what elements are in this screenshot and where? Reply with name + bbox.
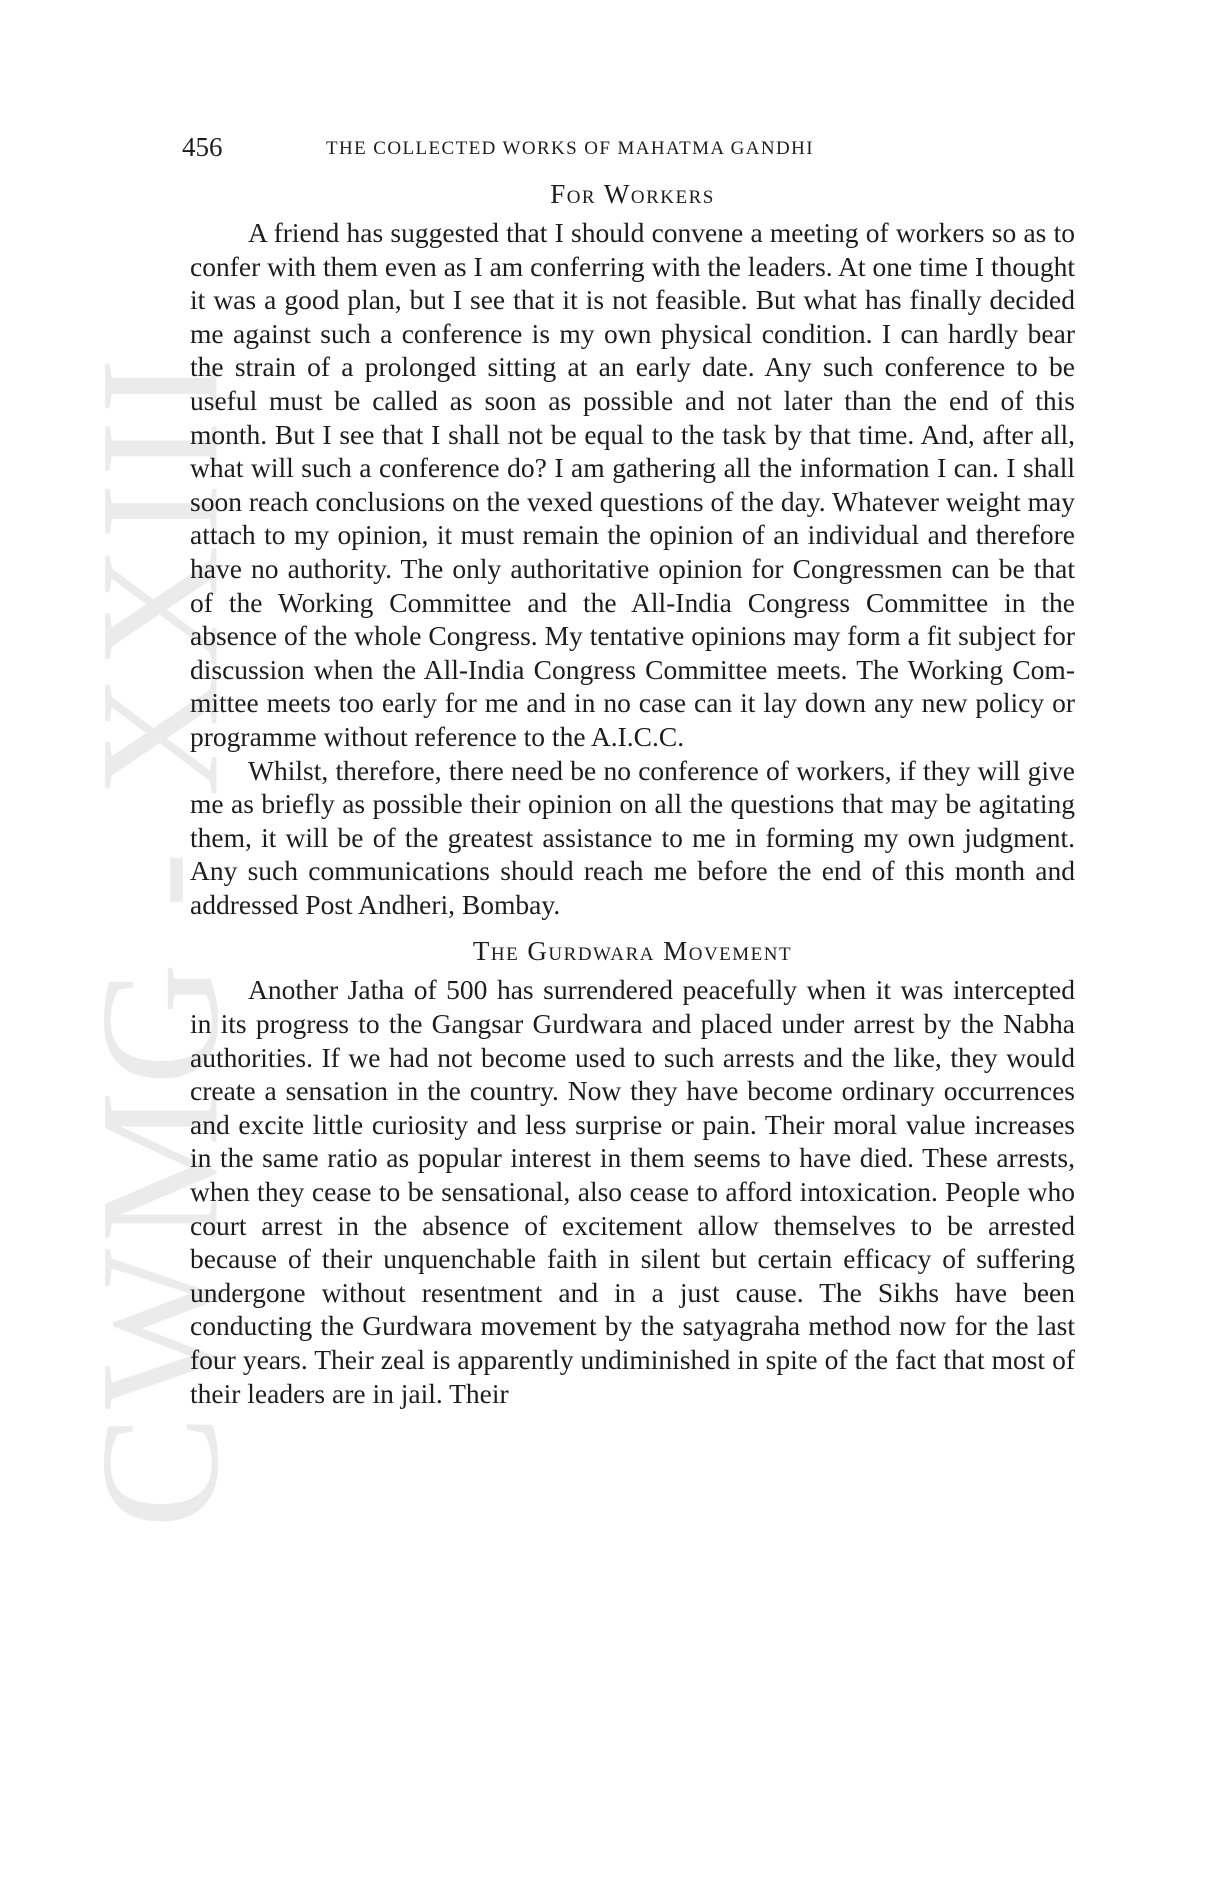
page — [182, 130, 1075, 1410]
section-heading: For Workers — [550, 179, 715, 209]
paragraph: A friend has suggested that I should convene a meeting of workers so as to confer with them even as I am conferring with the leaders. At one time I thought it was a good plan, but I see that it is not feasible. But what has finally decided me against such a conference is my own physical condition. I can hardly bear the strain of a prolonged sitting at an early date. Any such conference to be useful must be called as soon as possible and not later than the end of this month. But I see that I shall not be equal to the task by that time. And, after all, what will such a conference do? I am gathering all the information I can. I shall soon reach conclusions on the vexed questions of the day. Whatever weight may attach to my opinion, it must remain the opinion of an individual and therefore have no authority. The only authoritative opinion for Congressmen can be that of the Working Committee and the All-India Congress Committee in the absence of the whole Congress. My tentative opinions may form a fit subject for discussion when the All-India Congress Committee meets. The Working Committee meets too early for me and in no case can it lay down any new policy or programme without reference to the A.I.C.C. — [190, 217, 1075, 752]
section-heading: The Gurdwara Movement — [472, 936, 793, 967]
running-head — [182, 130, 1075, 164]
paragraph: Whilst, therefore, there need be no conference of workers, if they will give me as briefly as possible their opinion on all the questions that may be agitating them, it will be of the greatest assistance to me in forming my own judgment. Any such communications should reach me before the end of this month and addressed Post Andheri, Bombay. — [190, 754, 1075, 920]
paragraph: Another Jatha of 500 has surrendered peacefully when it was intercepted in its progress to the Gangsar Gurdwara and placed under arrest by the Nabha authorities. If we had not become used to such arrests and the like, they would create a sensation in the country. Now they have become ordinary occurrences and excite little curiosity and less surprise or pain. Their moral value increases in the same ratio as popular interest in them seems to have died. These arrests, when they cease to be sensational, also cease to afford intoxication. People who court arrest in the absence of excitement allow themselves to be arrested because of their unquenchable faith in silent but certain efficacy of suffering undergone without resentment and in a just cause. The Sikhs have been conducting the Gurdwara movement by the satyagraha method now for the last four years. Their zeal is apparently undiminished in spite of the fact that most of their leaders are in jail. Their — [190, 974, 1075, 1409]
page-number: 456 — [182, 132, 223, 162]
running-title: THE COLLECTED WORKS OF MAHATMA GANDHI — [326, 138, 814, 159]
section-for-workers — [190, 176, 1075, 921]
section-gurdwara-movement — [190, 933, 1075, 1410]
watermark-text: CWMG - XXIII — [65, 351, 254, 1529]
